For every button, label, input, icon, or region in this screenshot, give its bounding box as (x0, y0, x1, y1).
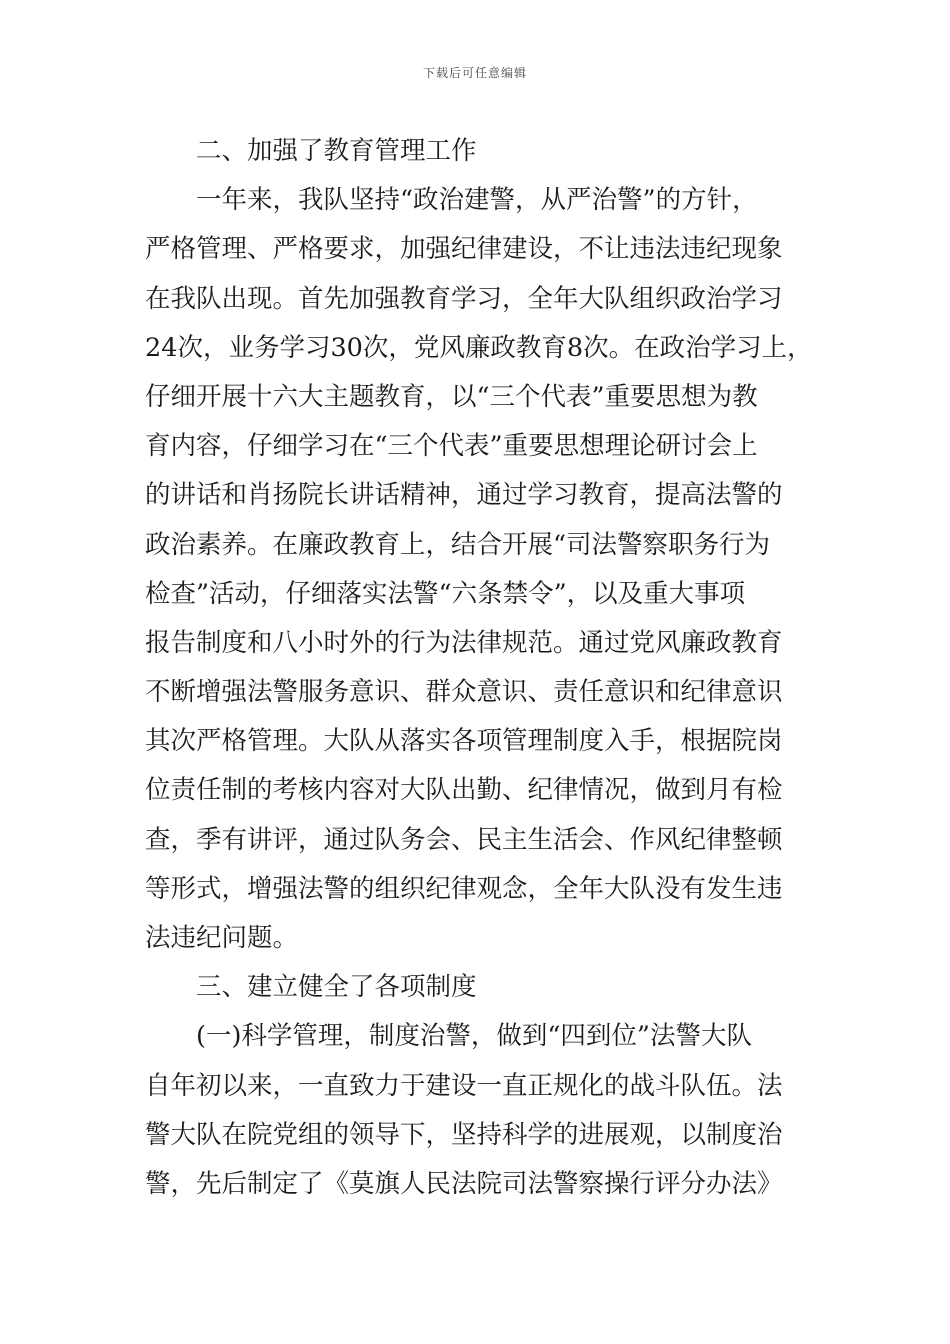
text-line: 报告制度和八小时外的行为法律规范。通过党风廉政教育 (145, 627, 783, 658)
text-line: 严格管理、严格要求，加强纪律建设，不让违法违纪现象 (145, 234, 783, 265)
text-line: 自年初以来，一直致力于建设一直正规化的战斗队伍。法 (145, 1070, 783, 1101)
text-line: 位责任制的考核内容对大队出勤、纪律情况，做到月有检 (145, 775, 783, 806)
text-line: (一)科学管理，制度治警，做到“四到位”法警大队 (196, 1021, 752, 1052)
text-line: 警，先后制定了《莫旗人民法院司法警察操行评分办法》 (145, 1168, 783, 1199)
text-line: 仔细开展十六大主题教育，以“三个代表”重要思想为教 (145, 381, 758, 412)
text-line: 三、建立健全了各项制度 (196, 972, 477, 1003)
text-line: 育内容，仔细学习在“三个代表”重要思想理论研讨会上 (145, 431, 758, 462)
document-body (145, 127, 815, 1209)
text-line: 警大队在院党组的领导下，坚持科学的进展观，以制度治 (145, 1119, 783, 1150)
text-line: 查，季有讲评，通过队务会、民主生活会、作风纪律整顿 (145, 824, 783, 855)
page-header: 下载后可任意编辑 (422, 66, 527, 80)
text-line: 一年来，我队坚持“政治建警，从严治警”的方针， (196, 185, 758, 216)
text-line: 二、加强了教育管理工作 (196, 136, 477, 166)
text-line: 24次，业务学习30次，党风廉政教育8次。在政治学习上， (145, 332, 813, 363)
text-line: 其次严格管理。大队从落实各项管理制度入手，根据院岗 (145, 726, 783, 757)
text-line: 检查”活动，仔细落实法警“六条禁令”，以及重大事项 (145, 578, 746, 609)
text-line: 等形式，增强法警的组织纪律观念，全年大队没有发生违 (145, 873, 783, 904)
text-line: 法违纪问题。 (145, 923, 299, 953)
text-line: 的讲话和肖扬院长讲话精神，通过学习教育，提高法警的 (145, 480, 783, 511)
text-line: 政治素养。在廉政教育上，结合开展“司法警察职务行为 (145, 529, 771, 560)
text-line: 不断增强法警服务意识、群众意识、责任意识和纪律意识 (145, 677, 783, 708)
text-line: 在我队出现。首先加强教育学习，全年大队组织政治学习 (145, 283, 783, 314)
